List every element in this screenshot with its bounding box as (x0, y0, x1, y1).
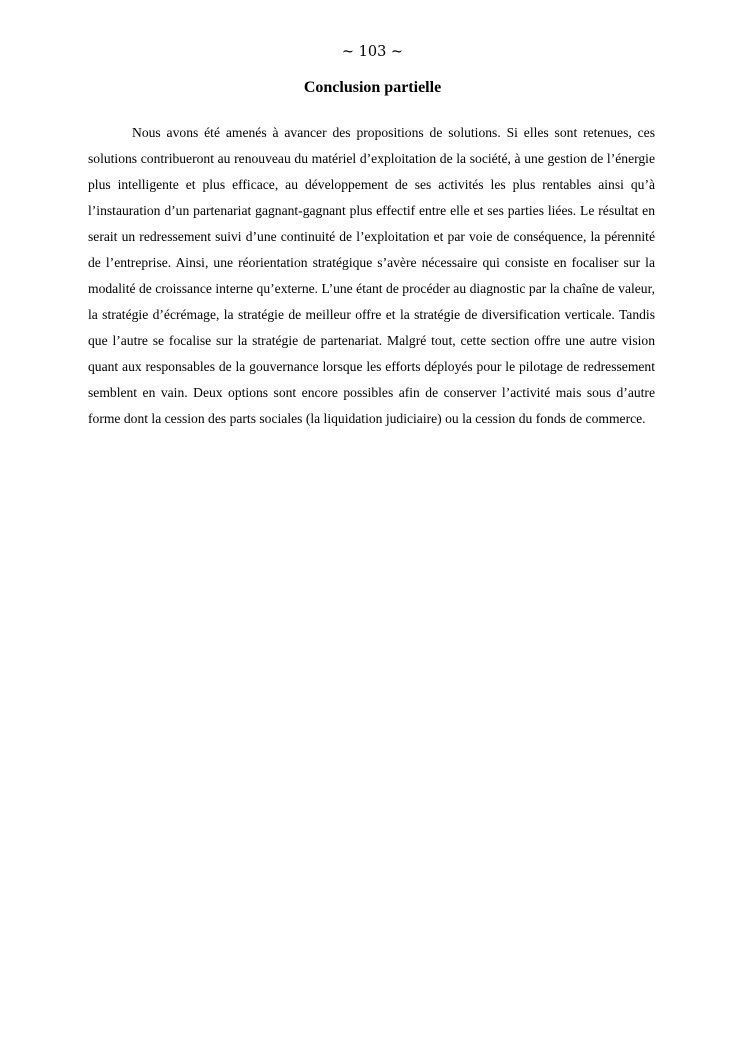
page-number: ~ 103 ~ (341, 44, 404, 60)
body-paragraph: Nous avons été amenés à avancer des propositions de solutions. Si elles sont retenues, ces solutions contribueront au renouveau du matériel d’exploitation de la société, à une gestion de l’énergie plus intelligente et plus efficace, au développement de ses activités les plus rentables ainsi qu’à l’instauration d’un partenariat gagnant-gagnant plus effectif entre elle et ses parties liées. Le résultat en serait un redressement suivi d’une continuité de l’exploitation et par voie de conséquence, la pérennité de l’entreprise. Ainsi, une réorientation stratégique s’avère nécessaire qui consiste en focaliser sur la modalité de croissance interne qu’externe. L’une étant de procéder au diagnostic par la chaîne de valeur, la stratégie d’écrémage, la stratégie de meilleur offre et la stratégie de diversification verticale. Tandis que l’autre se focalise sur la stratégie de partenariat. Malgré tout, cette section offre une autre vision quant aux responsables de la gouvernance lorsque les efforts déployés pour le pilotage de redressement semblent en vain. Deux options sont encore possibles afin de conserver l’activité mais sous d’autre forme dont la cession des parts sociales (la liquidation judiciaire) ou la cession du fonds de commerce. (88, 125, 655, 426)
section-title: Conclusion partielle (303, 79, 442, 96)
